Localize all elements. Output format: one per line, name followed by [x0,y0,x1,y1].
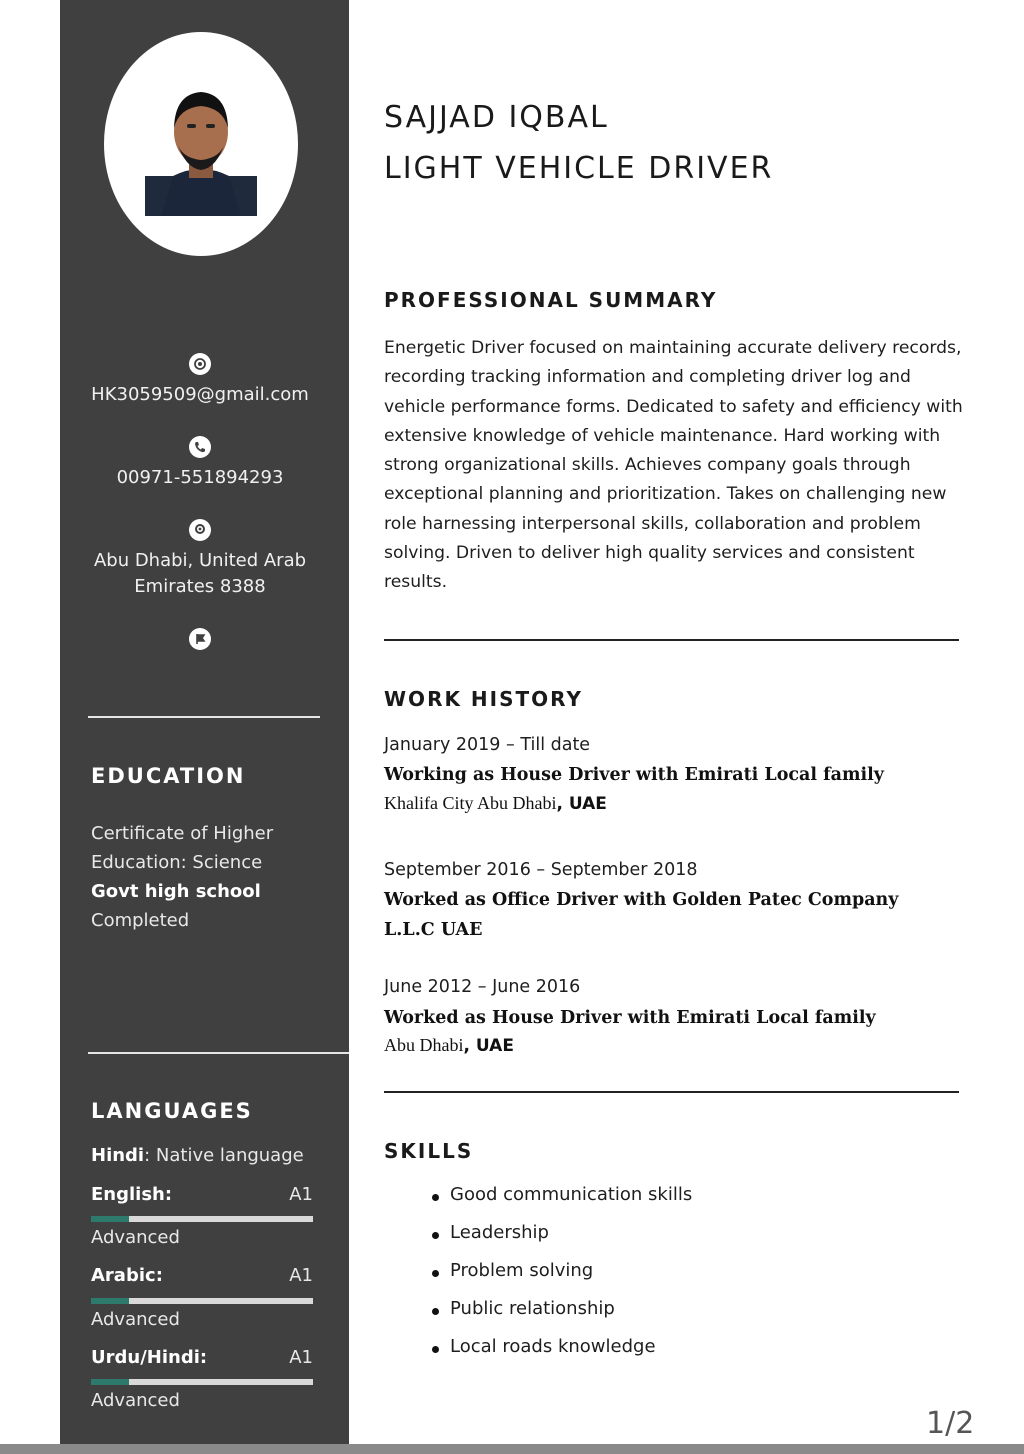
language-progress-bar [91,1216,313,1222]
summary-heading: PROFESSIONAL SUMMARY [384,288,718,312]
work-history-heading: WORK HISTORY [384,687,583,711]
skill-item: Problem solving [432,1260,692,1298]
job-title: Working as House Driver with Emirati Local family [384,765,884,785]
language-name: Urdu/Hindi [91,1347,200,1368]
education-heading: EDUCATION [91,764,246,788]
language-note: Native language [150,1145,304,1166]
address-line-1: Abu Dhabi, United Arab [93,550,307,571]
location-icon [189,519,211,541]
language-native [91,1145,313,1166]
flag-icon [189,628,211,650]
address-line-2: Emirates 8388 [134,576,266,597]
job-location [384,793,607,814]
skill-item: Leadership [432,1222,692,1260]
language-level: A1 [289,1347,313,1368]
language-progress-bar [91,1379,313,1385]
page-number: 1/2 [926,1406,975,1441]
email-text[interactable]: HK3059509@gmail.com [91,384,309,405]
sidebar-divider [88,1052,349,1054]
job-location-country: , UAE [463,1036,514,1056]
job-title: Worked as House Driver with Emirati Local family [384,1008,876,1028]
skills-heading: SKILLS [384,1139,474,1163]
job-role-title: LIGHT VEHICLE DRIVER [384,151,774,186]
skill-item: Good communication skills [432,1184,692,1222]
page-bottom-bar [0,1444,1024,1454]
language-progress-fill [91,1216,129,1222]
skill-item: Public relationship [432,1298,692,1336]
language-progress-fill [91,1298,129,1304]
section-divider [384,1091,959,1093]
education-line-1: Certificate of Higher [91,823,274,844]
job-date: June 2012 – June 2016 [384,977,581,997]
education-school: Govt high school [91,881,261,902]
job-location [384,1035,514,1056]
language-name: English [91,1184,165,1205]
skill-item: Local roads knowledge [432,1336,692,1374]
sidebar-divider [88,716,320,718]
education-status: Completed [91,910,190,931]
language-proficiency: Advanced [91,1309,180,1330]
at-icon [189,353,211,375]
job-location-country: , UAE [556,794,607,814]
education-line-2: Education: Science [91,852,263,873]
job-location-city: Khalifa City Abu Dhabi [384,793,557,813]
profile-photo [104,32,298,256]
phone-icon [189,436,211,458]
language-name: Arabic [91,1265,156,1286]
candidate-name: SAJJAD IQBAL [384,100,609,135]
language-level: A1 [289,1265,313,1286]
language-progress-fill [91,1379,129,1385]
language-separator: : [144,1145,151,1166]
job-date: September 2016 – September 2018 [384,860,698,880]
phone-text[interactable]: 00971-551894293 [116,467,284,488]
summary-text: Energetic Driver focused on maintaining accurate delivery records, recording tracking information and completing driver log and vehicle performance forms. Dedicated to safety and efficiency with extensive knowledge of vehicle maintenance. Hard working with strong organizational skills. Achieves company goals through exceptional planning and prioritization. Takes on challenging new role harnessing interpersonal skills, collaboration and problem solving. Driven to deliver high quality services and consistent results. [384,338,963,593]
language-proficiency: Advanced [91,1390,180,1411]
languages-heading: LANGUAGES [91,1099,253,1123]
person-avatar-icon [145,84,257,216]
language-row [91,1265,313,1286]
language-proficiency: Advanced [91,1227,180,1248]
language-row [91,1347,313,1368]
language-level: A1 [289,1184,313,1205]
skills-list [432,1184,692,1374]
job-date: January 2019 – Till date [384,735,591,755]
language-separator: : [199,1347,208,1368]
job-location-city: Abu Dhabi [384,1035,464,1055]
language-name: Hindi [91,1145,145,1166]
language-row [91,1184,313,1205]
section-divider [384,639,959,641]
language-separator: : [155,1265,163,1286]
language-progress-bar [91,1298,313,1304]
language-separator: : [164,1184,173,1205]
job-title: Worked as Office Driver with Golden Patec Company L.L.C UAE [384,890,899,940]
sidebar [60,0,349,1444]
